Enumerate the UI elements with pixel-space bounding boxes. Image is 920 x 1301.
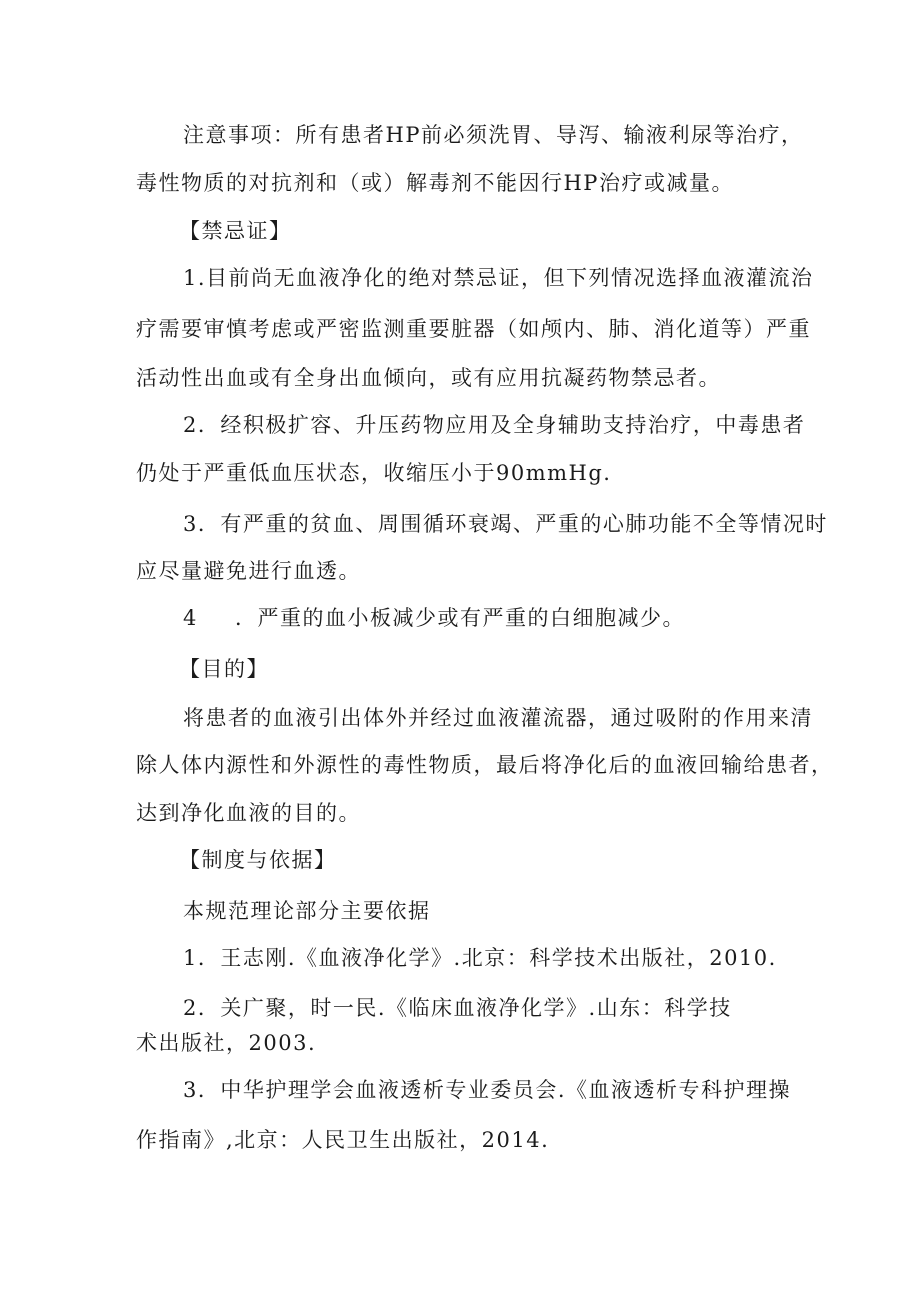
- reference-3-line-1: 3．中华护理学会血液透析专业委员会.《血液透析专科护理操: [183, 1078, 792, 1102]
- purpose-heading: 【目的】: [179, 657, 269, 681]
- purpose-line-2: 除人体内源性和外源性的毒性物质，最后将净化后的血液回输给患者，: [136, 753, 834, 777]
- contraindications-heading: 【禁忌证】: [179, 219, 292, 243]
- reference-2-line-2: 术出版社，2003.: [136, 1031, 317, 1055]
- purpose-line-1: 将患者的血液引出体外并经过血液灌流器，通过吸附的作用来清: [183, 706, 813, 730]
- reference-3-line-2: 作指南》,北京：人民卫生出版社，2014.: [136, 1128, 550, 1152]
- contraindication-2-line-2: 仍处于严重低血压状态，收缩压小于90mmHg.: [136, 461, 612, 485]
- contraindication-3-line-2: 应尽量避免进行血透。: [136, 559, 361, 583]
- contraindication-1-line-3: 活动性出血或有全身出血倾向，或有应用抗凝药物禁忌者。: [136, 366, 721, 390]
- purpose-line-3: 达到净化血液的目的。: [136, 801, 361, 825]
- contraindication-4: [183, 604, 685, 632]
- contraindication-4-text: ．严重的血小板减少或有严重的白细胞减少。: [235, 606, 685, 630]
- contraindication-1-line-2: 疗需要审慎考虑或严密监测重要脏器（如颅内、肺、消化道等）严重: [136, 317, 811, 341]
- contraindication-4-number: 4: [183, 606, 198, 630]
- contraindication-3-line-1: 3．有严重的贫血、周围循环衰竭、严重的心肺功能不全等情况时: [183, 512, 828, 536]
- note-line-2: 毒性物质的对抗剂和（或）解毒剂不能因行HP治疗或减量。: [136, 171, 734, 195]
- basis-intro: 本规范理论部分主要依据: [183, 899, 431, 923]
- reference-1: 1．王志刚.《血液净化学》.北京：科学技术出版社，2010.: [183, 946, 777, 970]
- note-line-1: 注意事项：所有患者HP前必须洗胃、导泻、输液利尿等治疗，: [183, 123, 804, 147]
- basis-heading: 【制度与依据】: [179, 848, 337, 872]
- contraindication-1-line-1: 1.目前尚无血液净化的绝对禁忌证，但下列情况选择血液灌流治: [183, 266, 814, 290]
- reference-2-line-1: 2．关广聚，时一民.《临床血液净化学》.山东：科学技: [183, 996, 732, 1020]
- contraindication-2-line-1: 2．经积极扩容、升压药物应用及全身辅助支持治疗，中毒患者: [183, 413, 806, 437]
